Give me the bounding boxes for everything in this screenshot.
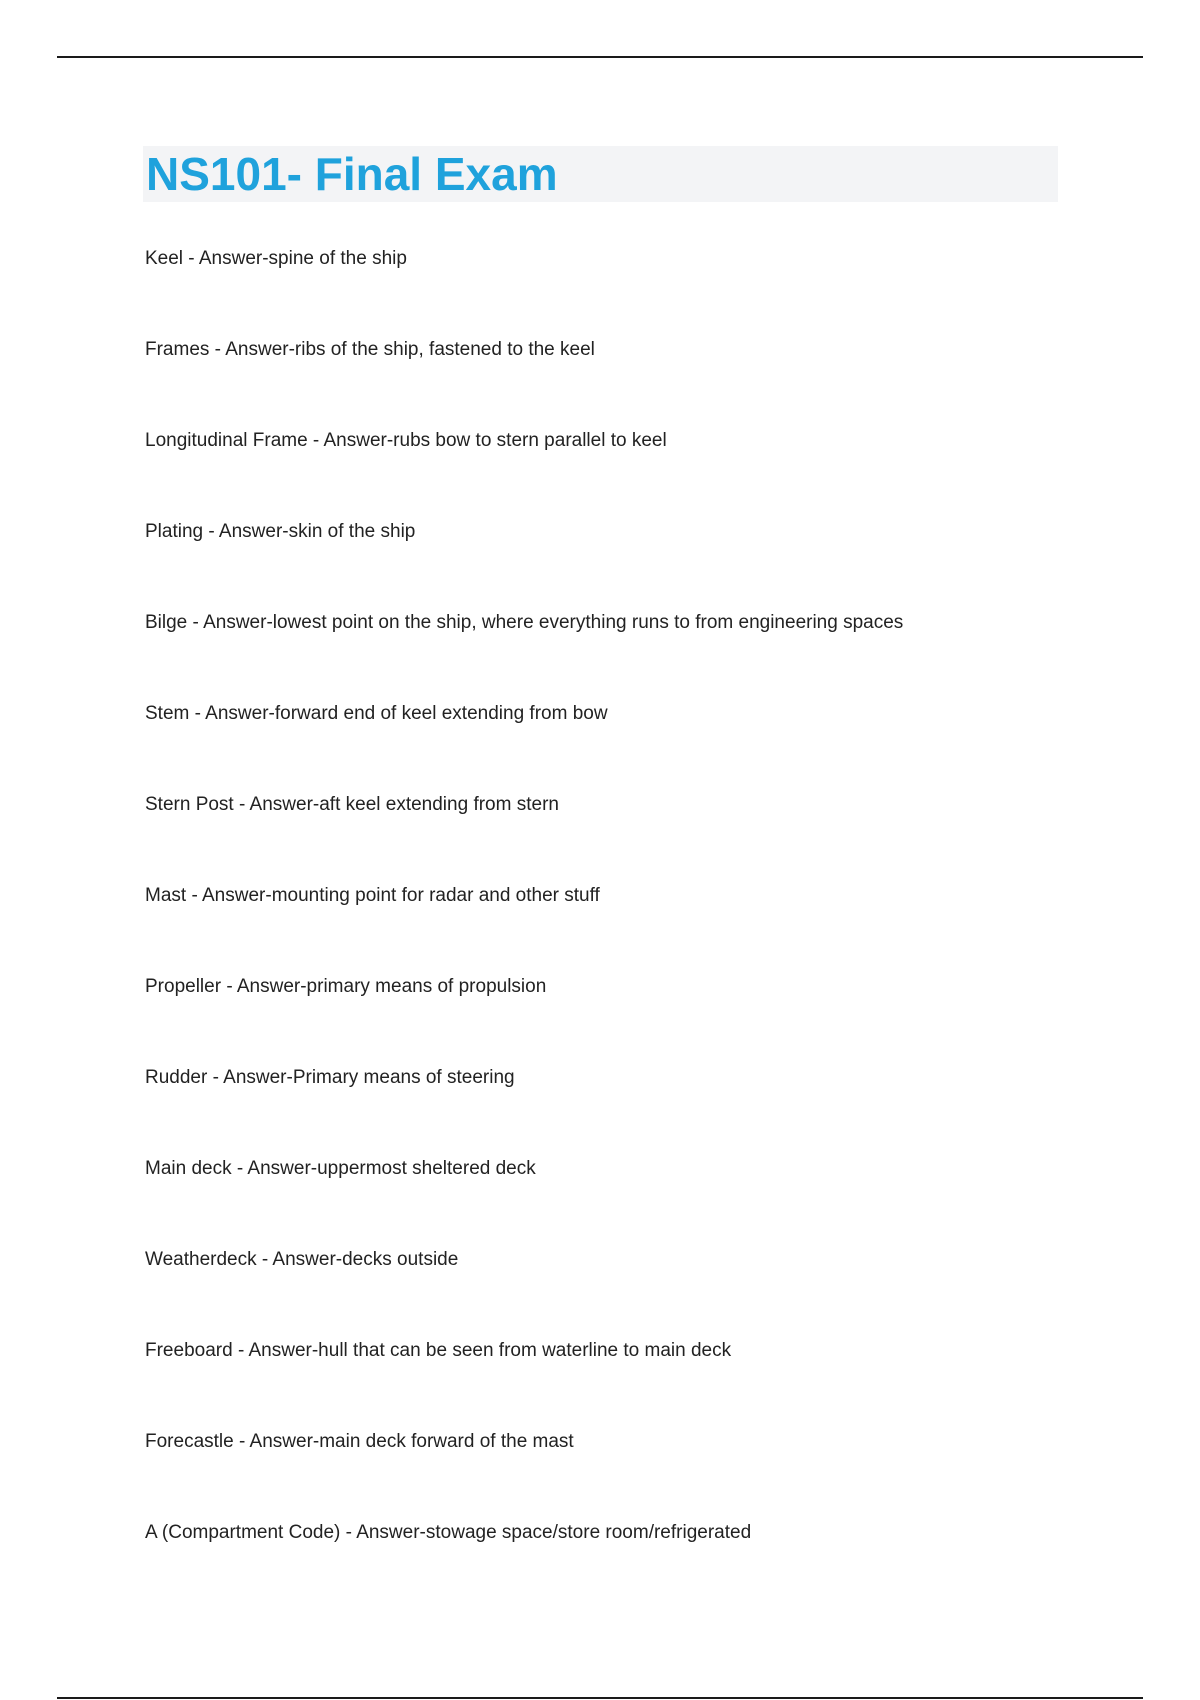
list-item: Propeller - Answer-primary means of propulsion	[145, 976, 547, 997]
list-item: Bilge - Answer-lowest point on the ship, where everything runs to from engineering spaces	[145, 612, 904, 633]
list-item: Stem - Answer-forward end of keel extending from bow	[145, 703, 608, 724]
list-item: Main deck - Answer-uppermost sheltered deck	[145, 1158, 536, 1179]
list-item: Keel - Answer-spine of the ship	[145, 248, 407, 269]
header-rule	[57, 56, 1143, 58]
page-title: NS101- Final Exam	[146, 148, 558, 200]
list-item: Freeboard - Answer-hull that can be seen from waterline to main deck	[145, 1340, 732, 1361]
list-item: Rudder - Answer-Primary means of steering	[145, 1067, 515, 1088]
list-item: Weatherdeck - Answer-decks outside	[145, 1249, 459, 1270]
list-item: Plating - Answer-skin of the ship	[145, 521, 416, 542]
list-item: Longitudinal Frame - Answer-rubs bow to stern parallel to keel	[145, 430, 667, 451]
footer-rule	[57, 1697, 1143, 1699]
list-item: Frames - Answer-ribs of the ship, fastened to the keel	[145, 339, 595, 360]
list-item: Forecastle - Answer-main deck forward of the mast	[145, 1431, 574, 1452]
list-item: Stern Post - Answer-aft keel extending from stern	[145, 794, 559, 815]
list-item: Mast - Answer-mounting point for radar and other stuff	[145, 885, 600, 906]
list-item: A (Compartment Code) - Answer-stowage space/store room/refrigerated	[145, 1522, 752, 1543]
term-list	[145, 244, 1105, 1609]
